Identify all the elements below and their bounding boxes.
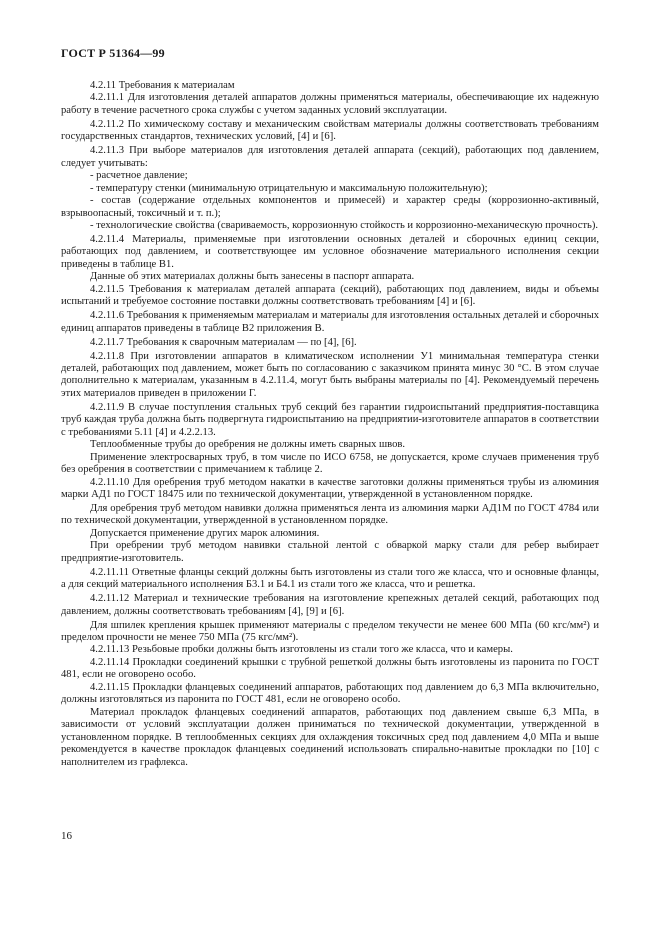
paragraph: Допускается применение других марок алюминия.: [90, 527, 320, 539]
paragraph: При оребрении труб методом навивки стальной лентой с обваркой марку стали для ребер выбирает предприятие-изготовитель.: [61, 540, 599, 564]
list-item: - состав (содержание отдельных компонентов и примесей) и характер среды (коррозионно-активный, взрывоопасный, токсичный и т. п.);: [61, 195, 599, 219]
paragraph: Теплообменные трубы до оребрения не должны иметь сварных швов.: [90, 439, 406, 451]
paragraph: 4.2.11.15 Прокладки фланцевых соединений аппаратов, работающих под давлением до 6,3 МПа включительно, должны изготовляться из паронита по ГОСТ 481, если не оговорено особо.: [61, 681, 599, 706]
paragraph: 4.2.11.2 По химическому составу и механическим свойствам материалы должны соответствовать требованиям государственных стандартов, технических условий, [4] и [6].: [61, 118, 599, 143]
paragraph: 4.2.11.3 При выборе материалов для изготовления деталей аппарата (секций), работающих под давлением, следует учитывать:: [61, 145, 599, 169]
paragraph: 4.2.11.10 Для оребрения труб методом накатки в качестве заготовки должны применяться трубы из алюминия марки АД1 по ГОСТ 18475 или по технической документации, утвержденной в установленном порядке.: [61, 476, 599, 500]
paragraph: 4.2.11.14 Прокладки соединений крышки с трубной решеткой должны быть изготовлены из паронита по ГОСТ 481, если не оговорено особо.: [61, 656, 599, 681]
paragraph: 4.2.11.11 Ответные фланцы секций должны быть изготовлены из стали того же класса, что и основные фланцы, а для секций материального исполнения Б3.1 и Б4.1 из стали того же класса, что и решетка.: [61, 566, 599, 591]
list-item: - температуру стенки (минимальную отрицательную и максимальную положительную);: [90, 182, 488, 194]
page-number: 16: [61, 830, 72, 842]
paragraph: Применение электросварных труб, в том числе по ИСО 6758, не допускается, кроме случаев применения труб без оребрения в соответствии с примечанием к таблице 2.: [61, 451, 599, 476]
paragraph: 4.2.11.6 Требования к применяемым материалам и материалы для изготовления остальных деталей и сборочных единиц аппаратов приведены в таблице В2 приложения В.: [61, 310, 599, 334]
paragraph: 4.2.11.9 В случае поступления стальных труб секций без гарантии гидроиспытаний предприятия-поставщика труб каждая труба должна быть подвергнута гидроиспытанию на предприятии-изготовителе аппаратов в соответствии с требованиями 5.11 [4] и 4.2.2.13.: [61, 401, 599, 438]
document-body: [61, 80, 599, 769]
paragraph: 4.2.11.13 Резьбовые пробки должны быть изготовлены из стали того же класса, что и камеры.: [90, 644, 513, 656]
list-item: - расчетное давление;: [90, 170, 188, 182]
paragraph: 4.2.11.4 Материалы, применяемые при изготовлении основных деталей и сборочных единиц секции, работающих под давлением, и соответствующее им условное обозначение материального исполнения секции приведены в таблице В1.: [61, 233, 599, 270]
document-header: ГОСТ Р 51364—99: [61, 46, 165, 60]
paragraph: 4.2.11.12 Материал и технические требования на изготовление крепежных деталей секций, работающих под давлением, должны соответствовать требованиям [4], [9] и [6].: [61, 593, 599, 617]
paragraph: 4.2.11.5 Требования к материалам деталей аппарата (секций), работающих под давлением, виды и объемы испытаний и требуемое состояние поставки должны соответствовать требованиям [4] и [6].: [61, 283, 599, 308]
paragraph: Для оребрения труб методом навивки должна применяться лента из алюминия марки АД1М по ГОСТ 4784 или по технической документации, утвержденной в установленном порядке.: [61, 502, 599, 527]
paragraph: 4.2.11.1 Для изготовления деталей аппаратов должны применяться материалы, обеспечивающие их надежную работу в течение расчетного срока службы с учетом заданных условий эксплуатации.: [61, 92, 599, 116]
paragraph: Для шпилек крепления крышек применяют материалы с пределом текучести не менее 600 МПа (60 кгс/мм²) и пределом прочности не менее 750 МПа (75 кгс/мм²).: [61, 619, 599, 643]
paragraph: 4.2.11.8 При изготовлении аппаратов в климатическом исполнении У1 минимальная температура стенки деталей, работающих под давлением, может быть по согласованию с заказчиком принята минус 30 °С. В этом случае дополнительно к материалам, указанным в 4.2.11.4, могут быть выбраны материалы по [4]. Рекомендуемый перечень этих материалов приведен в приложении Г.: [61, 350, 599, 399]
list-item: - технологические свойства (свариваемость, коррозионную стойкость и коррозионно-механическую прочность).: [90, 219, 599, 231]
paragraph: 4.2.11.7 Требования к сварочным материалам — по [4], [6].: [90, 336, 357, 348]
paragraph: Данные об этих материалах должны быть занесены в паспорт аппарата.: [90, 271, 415, 283]
section-heading: 4.2.11 Требования к материалам: [90, 80, 235, 91]
paragraph: Материал прокладок фланцевых соединений аппаратов, работающих под давлением свыше 6,3 МПа, в зависимости от условий эксплуатации должен приниматься по технической документации, утвержденной в установленном порядке. В теплообменных секциях для охлаждения токсичных сред под давлением 4,0 МПа и выше рекомендуется в качестве прокладок фланцевых соединений использовать спирально-навитые прокладки по [10] с наполнителем из графлекса.: [61, 706, 599, 768]
